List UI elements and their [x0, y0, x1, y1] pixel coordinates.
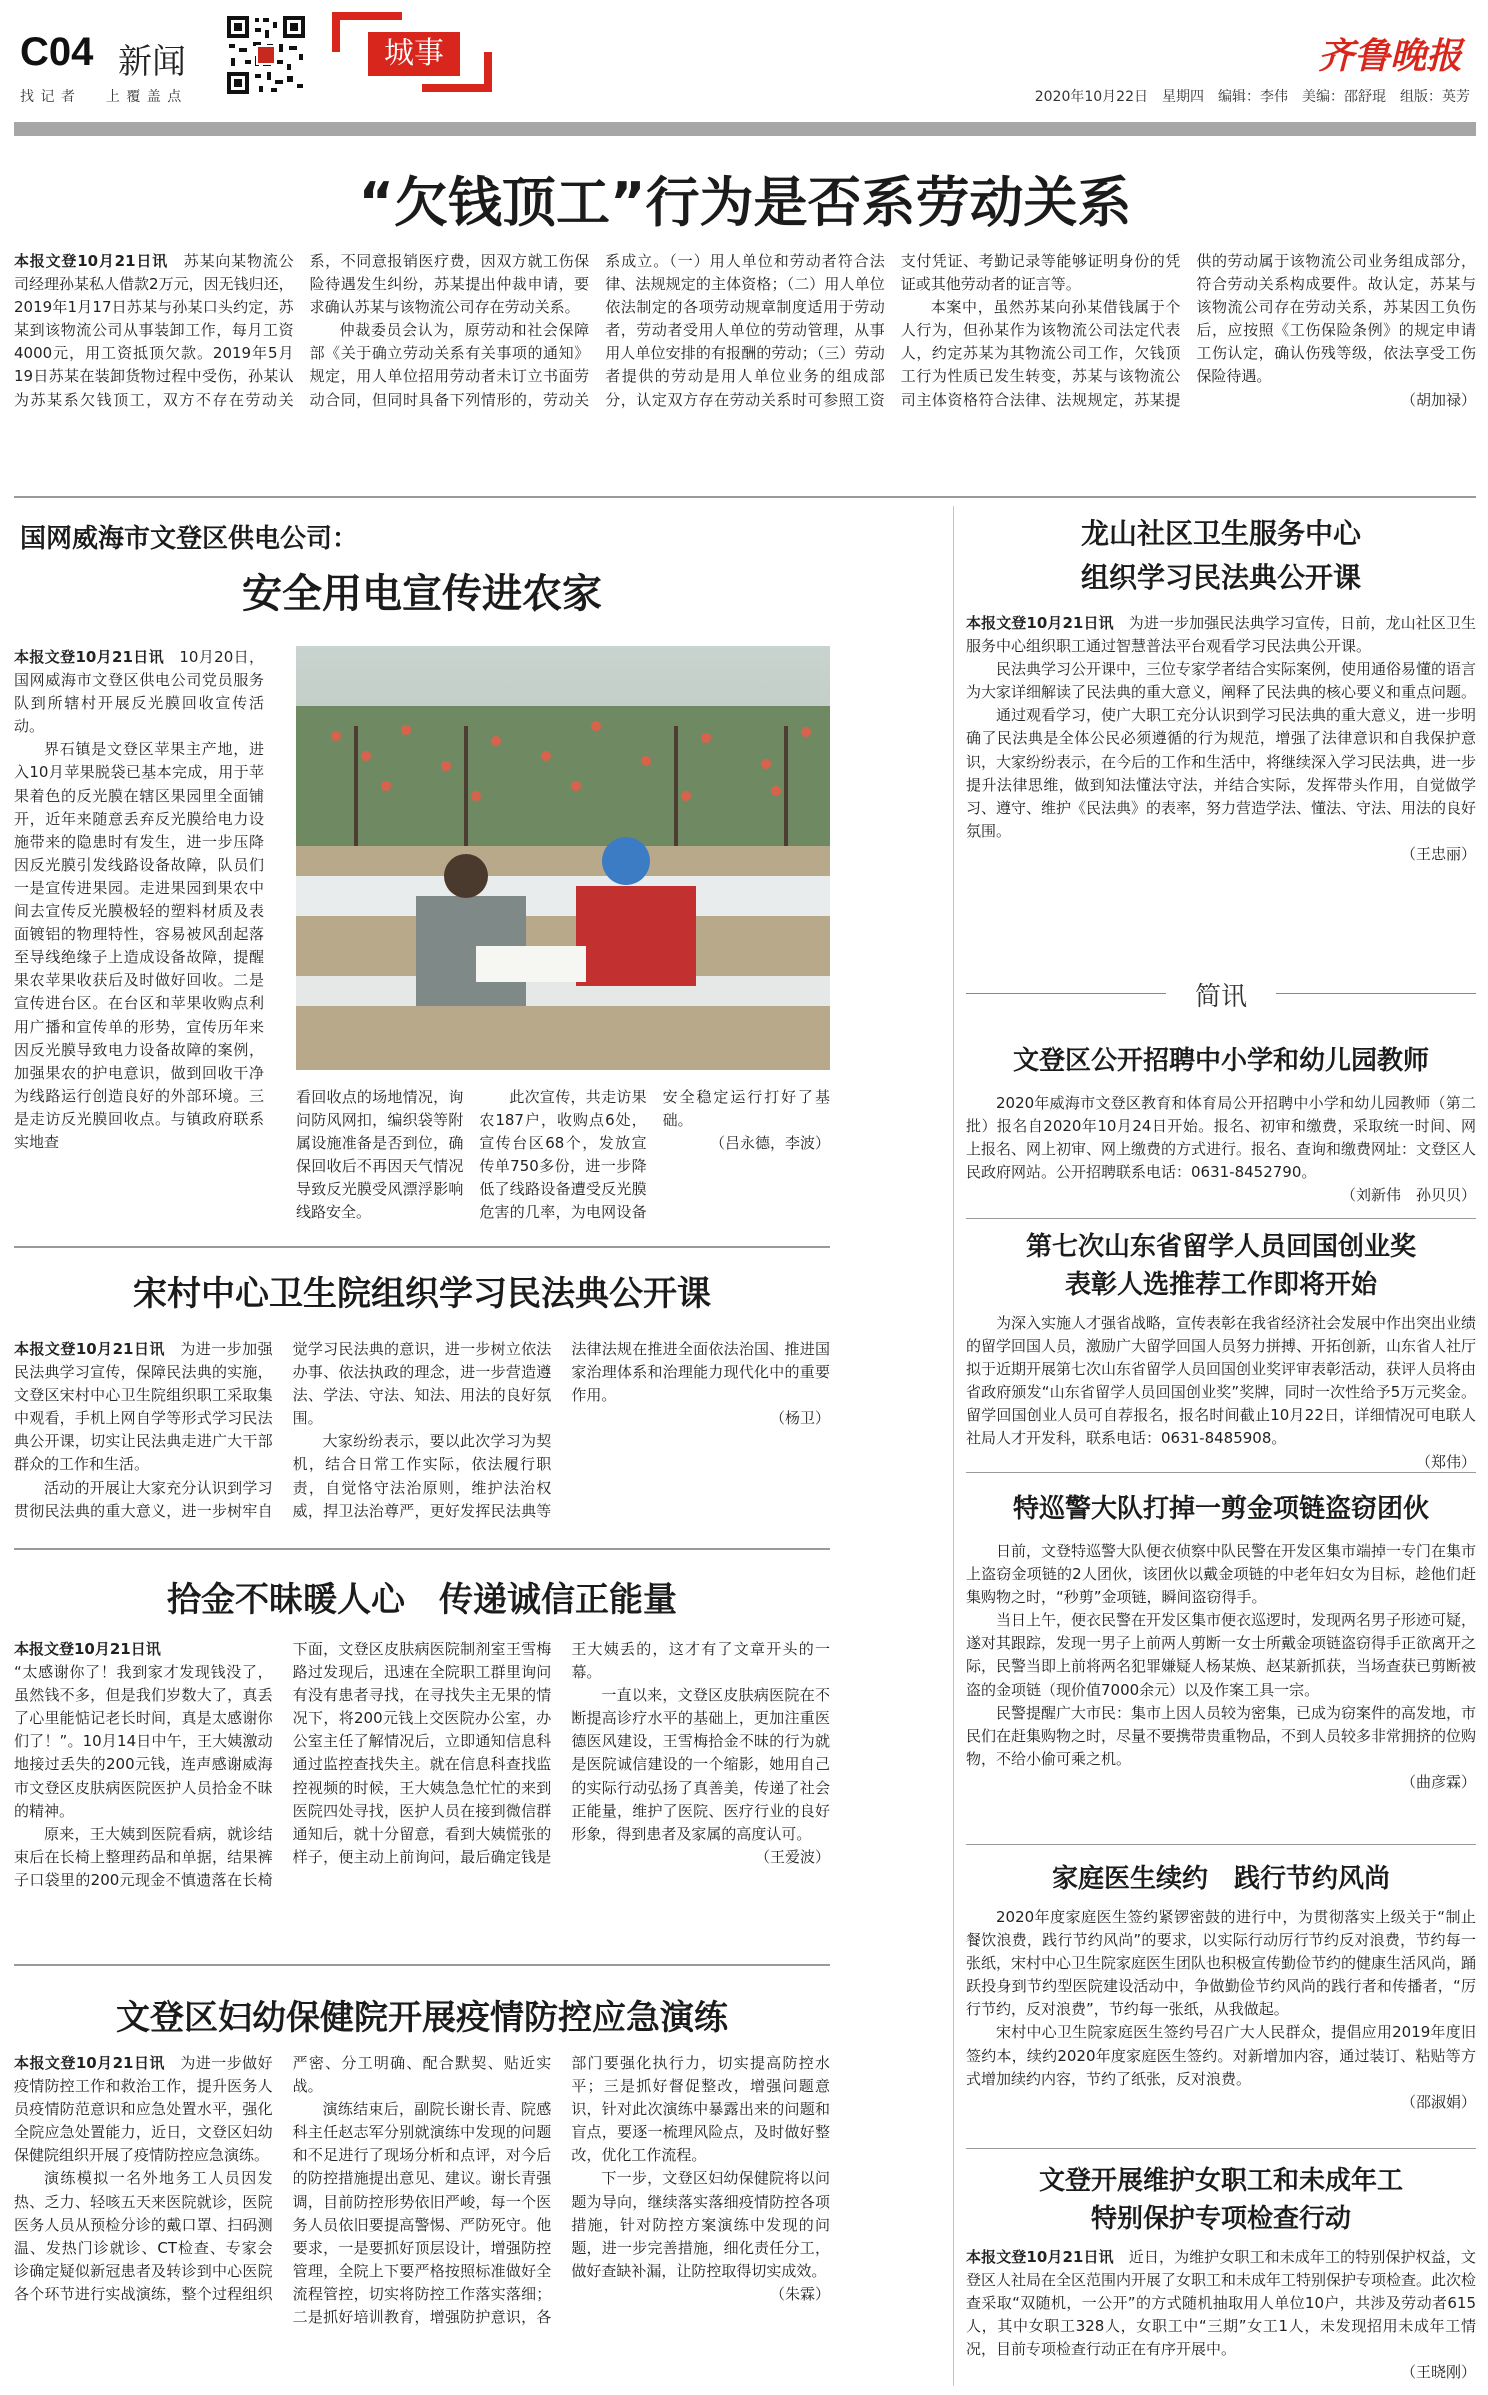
article-3-p1: 为进一步加强民法典学习宣传，保障民法典的实施，文登区宋村中心卫生院组织职工采取集中观看，手机上网自学等形式学习民法典公开课，切实让民法典走进广大干部群众的工作和生活。	[14, 1340, 273, 1474]
brief-2-body	[966, 1312, 1477, 1471]
masthead-slogan: 找 记 者 上 覆 盖 点	[20, 89, 183, 105]
article-1-p2: 仲裁委员会认为，原劳动和社会保障部《关于确立劳动关系有关事项的通知》规定，用人单位招用劳动者未订立书面劳动合同，但同时具备下列情形的，劳动关系成立。（一）用人单位和劳动者符合法律、法规规定的主体资格；（二）用人单位依法制定的各项劳动规章制度适用于劳动者，劳动者受用人单位的劳动管理，从事用人单位安排的有报酬的劳动；（三）劳动者提供的劳动是用人单位业务的组成部分，认定双方存在劳动关系时可参照工资支付凭证、考勤记录等能够证明身份的凭证或其他劳动者的证言等。	[309, 252, 1181, 409]
brief-3-body	[966, 1540, 1476, 1830]
article-5-byline: （朱霖）	[769, 2284, 830, 2303]
article-2-byline: （吕永德，李波）	[709, 1134, 830, 1153]
briefs-header	[966, 976, 1476, 1012]
brief-4-p2: 宋村中心卫生院家庭医生签约号召广大人民群众，提倡应用2019年度旧签约本，续约2020年度家庭医生签约。对新增加内容，通过装订、粘贴等方式增加续约内容，节约了纸张，反对浪费。	[966, 2023, 1476, 2088]
brief-5-lead: 本报文登10月21日讯	[966, 2248, 1114, 2266]
article-6-p2: 民法典学习公开课中，三位专家学者结合实际案例，使用通俗易懂的语言为大家详细解读了民法典的重大意义，阐释了民法典的核心要义和重点问题。	[966, 660, 1477, 702]
article-4-body	[14, 1638, 830, 1954]
tag-bracket-top	[332, 12, 402, 20]
article-1-p1: 苏某向某物流公司经理孙某私人借款2万元，因无钱归还，2019年1月17日苏某与孙某口头约定，苏某到该物流公司从事装卸工作，每月工资4000元，用工资抵顶欠款。2019年5月19日苏某在装卸货物过程中受伤，孙某认为苏某系欠钱顶工，双方不存在劳动关系，不同意报销医疗费，因双方就工伤保险待遇发生纠纷，苏某提出仲裁申请，要求确认苏某与该物流公司存在劳动关系。	[14, 252, 590, 409]
brief-3-p1: 日前，文登特巡警大队便衣侦察中队民警在开发区集市端掉一专门在集市上盗窃金项链的2人团伙，该团伙以戴金项链的中老年妇女为目标，趁他们赶集购物之时，“秒剪”金项链，瞬间盗窃得手。	[966, 1542, 1477, 1607]
brief-4-title: 家庭医生续约 践行节约风尚	[1051, 1864, 1390, 1894]
article-4-byline: （王爱波）	[754, 1847, 830, 1866]
divider-1	[14, 496, 1476, 498]
column-tag-label: 城事	[384, 36, 444, 71]
brief-4-body	[966, 1906, 1476, 2146]
article-6-body	[966, 612, 1476, 946]
article-5-title: 文登区妇幼保健院开展疫情防控应急演练	[116, 1998, 728, 2038]
brief-5-p1: 近日，为维护女职工和未成年工的特别保护权益，文登区人社局在全区范围内开展了女职工和未成年工特别保护专项检查。此次检查采取“双随机，一公开”的方式随机抽取用人单位10户，共涉及劳动者615人，其中女职工328人，女职工中“三期”女工1人，未发现招用未成年工情况，目前专项检查行动正在有序开展中。	[966, 2248, 1477, 2359]
article-3-p3: 大家纷纷表示，要以此次学习为契机，结合日常工作实际，依法履行职责，自觉恪守法治原则，维护法治权威，捍卫法治尊严，更好发挥民法典等法律法规在推进全面依法治国、推进国家治理体系和治理能力现代化中的重要作用。	[292, 1340, 830, 1520]
article-2-title: 安全用电宣传进农家	[242, 571, 602, 617]
column-tag	[368, 32, 460, 76]
brief-1-byline: （刘新伟 孙贝贝）	[1340, 1186, 1476, 1205]
qr-code	[225, 14, 307, 96]
article-5-p4: 下一步，文登区妇幼保健院将以问题为导向，继续落实落细疫情防控各项措施，针对防控方案演练中发现的问题，进一步完善措施，细化责任分工，做好查缺补漏，让防控取得切实成效。	[571, 2169, 830, 2280]
article-6-title: 龙山社区卫生服务中心	[1080, 517, 1361, 550]
brief-1-p1: 2020年威海市文登区教育和体育局公开招聘中小学和幼儿园教师（第二批）报名自2020年10月24日开始。报名、初审和缴费，采取统一时间、网上报名、网上初审、网上缴费的方式进行。报名、查询和缴费网址：文登区人民政府网站。公开招聘联系电话：0631-8452790。	[966, 1094, 1477, 1182]
brief-3-byline: （曲彦霖）	[1400, 1772, 1476, 1791]
brief-2-title-2: 表彰人选推荐工作即将开始	[1064, 1270, 1377, 1300]
briefs-rule-right	[1276, 993, 1476, 994]
article-2-p2a: 界石镇是文登区苹果主产地，进入10月苹果脱袋已基本完成，用于苹果着色的反光膜在辖区果园里全面铺开，近年来随意丢弃反光膜给电力设施带来的隐患时有发生，进一步压降因反光膜引发线路设备故障，队员们一是宣传进果园。走进果园到果农中间去宣传反光膜极轻的塑料材质及表面镀铝的物理特性，容易被风刮起落至导线绝缘子上造成设备故障，提醒果农苹果收获后及时做好回收。二是宣传进台区。在台区和苹果收购点利用广播和宣传单的形势，宣传历年来因反光膜导致电力设备故障的案例，加强果农的护电意识，做到回收干净为线路运行创造良好的外部环境。三是走访反光膜回收点。与镇政府联系实地查	[14, 740, 264, 1151]
brief-3-title: 特巡警大队打掉一剪金项链盗窃团伙	[1012, 1494, 1429, 1524]
article-4-title: 拾金不昧暖人心 传递诚信正能量	[167, 1580, 677, 1620]
briefs-label: 简讯	[1194, 982, 1247, 1012]
article-4-p2: 原来，王大姨到医院看病，就诊结束后在长椅上整理药品和单据，结果裤子口袋里的200元现金不慎遗落在长椅下面，文登区皮肤病医院制剂室王雪梅路过发现后，迅速在全院职工群里询问有没有患者寻找，在寻找失主无果的情况下，将200元钱上交医院办公室，办公室主任了解情况后，立即通知信息科通过监控查找失主。就在信息科查找监控视频的时候，王大姨急急忙忙的来到医院四处寻找，医护人员在接到微信群通知后，就十分留意，看到大姨慌张的样子，便主动上前询问，最后确定钱是王大姨丢的，这才有了文章开头的一幕。	[14, 1640, 830, 1889]
brief-5-byline: （王晓刚）	[1400, 2363, 1476, 2382]
article-5-p2: 演练模拟一名外地务工人员因发热、乏力、轻咳五天来医院就诊，医院医务人员从预检分诊的戴口罩、扫码测温、发热门诊就诊、CT检查、专家会诊确定疑似新冠患者及转诊到中心医院各个环节进行实战演练，整个过程组织严密、分工明确、配合默契、贴近实战。	[14, 2054, 552, 2303]
article-5-body	[14, 2052, 830, 2382]
divider-3	[14, 1548, 830, 1550]
brief-1-body	[966, 1092, 1476, 1212]
article-5-p1: 为进一步做好疫情防控工作和救治工作，提升医务人员疫情防范意识和应急处置水平，强化全院应急处置能力，近日，文登区妇幼保健院组织开展了疫情防控应急演练。	[14, 2054, 273, 2165]
article-2-p1: 10月20日，国网威海市文登区供电公司党员服务队到所辖村开展反光膜回收宣传活动。	[14, 648, 264, 736]
article-2-photo	[296, 646, 830, 1070]
page-number: C04	[20, 30, 94, 74]
section-label: 新闻	[118, 42, 186, 82]
brief-2-byline: （郑伟）	[1415, 1452, 1476, 1471]
article-4-p3: 一直以来，文登区皮肤病医院在不断提高诊疗水平的基础上，更加注重医德医风建设，王雪梅拾金不昧的行为就是医院诚信建设的一个缩影，她用自己的实际行动弘扬了真善美，传递了社会正能量，维护了医院、医疗行业的良好形象，得到患者及家属的高度认可。	[571, 1686, 830, 1843]
article-6-lead: 本报文登10月21日讯	[966, 614, 1114, 632]
article-2-p2b: 看回收点的场地情况，询问防风网扣，编织袋等附属设施准备是否到位，确保回收后不再因天气情况导致反光膜受风漂浮影响线路安全。	[296, 1088, 464, 1222]
divider-b2	[966, 1472, 1476, 1473]
tag-bracket-left	[332, 12, 340, 52]
article-6-title-2: 组织学习民法典公开课	[1080, 561, 1361, 594]
tag-bracket-right	[484, 52, 492, 92]
article-3-title: 宋村中心卫生院组织学习民法典公开课	[133, 1274, 711, 1314]
article-2-lead-col	[14, 646, 264, 1236]
column-tag-frame	[332, 12, 492, 92]
divider-b4	[966, 2148, 1476, 2149]
divider-b1	[966, 1218, 1476, 1219]
article-4-p1: “太感谢你了！我到家才发现钱没了，虽然钱不多，但是我们岁数大了，真丢了心里能惦记老长时间，真是太感谢你们了！”。10月14日中午，王大姨激动地接过丢失的200元钱，连声感谢威海市文登区皮肤病医院医护人员拾金不昧的精神。	[14, 1663, 273, 1820]
brief-4-byline: （邵淑娟）	[1400, 2092, 1476, 2111]
article-1-body	[14, 250, 1476, 480]
article-1-p3: 本案中，虽然苏某向孙某借钱属于个人行为，但孙某作为该物流公司法定代表人，约定苏某为其物流公司工作，欠钱顶工行为性质已发生转变，苏某与该物流公司主体资格符合法律、法规规定，苏某提供的劳动属于该物流公司业务组成部分，符合劳动关系构成要件。故认定，苏某与该物流公司存在劳动关系，苏某因工负伤后，应按照《工伤保险条例》的规定申请工伤认定，确认伤残等级，依法享受工伤保险待遇。	[900, 252, 1476, 409]
masthead-rule	[14, 122, 1476, 136]
article-1-byline: （胡加禄）	[1400, 390, 1476, 409]
column-separator	[953, 506, 954, 2386]
article-6-p3: 通过观看学习，使广大职工充分认识到学习民法典的重大意义，进一步明确了民法典是全体公民必须遵循的行为规范，增强了法律意识和自我保护意识，大家纷纷表示，在今后的工作和生活中，将继续深入学习民法典，进一步提升法律思维，做到知法懂法守法，并结合实际，发挥带头作用，自觉做学习、遵守、维护《民法典》的表率，努力营造学法、懂法、守法、用法的良好氛围。	[966, 706, 1477, 840]
brief-5-title-2: 特别保护专项检查行动	[1090, 2204, 1351, 2234]
paper-logo: 齐鲁晚报	[1318, 35, 1463, 77]
briefs-rule-left	[966, 993, 1166, 994]
brief-2-title: 第七次山东省留学人员回国创业奖	[1025, 1232, 1416, 1262]
article-3-byline: （杨卫）	[769, 1409, 830, 1428]
issue-meta: 2020年10月22日 星期四 编辑：李伟 美编：邵舒琨 组版：英芳	[1034, 89, 1470, 105]
brief-4-p1: 2020年度家庭医生签约紧锣密鼓的进行中，为贯彻落实上级关于“制止餐饮浪费，践行节约风尚”的要求，以实际行动厉行节约反对浪费，节约每一张纸，宋村中心卫生院家庭医生团队也积极宣传勤俭节约的健康生活风尚，踊跃投身到节约型医院建设活动中，争做勤俭节约风尚的践行者和传播者，“厉行节约，反对浪费”，节约每一张纸，从我做起。	[966, 1908, 1477, 2019]
article-2-tail	[296, 1086, 830, 1236]
brief-1-title: 文登区公开招聘中小学和幼儿园教师	[1012, 1046, 1429, 1076]
article-1-lead: 本报文登10月21日讯	[14, 252, 168, 270]
tag-bracket-bottom	[422, 84, 492, 92]
article-2-lead: 本报文登10月21日讯	[14, 648, 164, 666]
article-3-p2: 活动的开展让大家充分认识到学习贯彻民法典的重大意义，进一步树牢自觉学习民法典的意识，进一步树立依法办事、依法执政的理念，进一步营造遵法、学法、守法、知法、用法的良好氛围。	[14, 1340, 552, 1520]
article-2-p3: 此次宣传，共走访果农187户，收购点6处，宣传台区68个，发放宣传单750多份，进一步降低了线路设备遭受反光膜危害的几率，为电网设备安全稳定运行打好了基础。	[479, 1088, 830, 1222]
article-5-p3: 演练结束后，副院长谢长青、院感科主任赵志军分别就演练中发现的问题和不足进行了现场分析和点评，对今后的防控措施提出意见、建议。谢长青强调，目前防控形势依旧严峻，每一个医务人员依旧要提高警惕、严防死守。他要求，一是要抓好顶层设计，增强防控管理，全院上下要严格按照标准做好全流程管控，切实将防控工作落实落细；二是抓好培训教育，增强防护意识，各部门要强化执行力，切实提高防控水平；三是抓好督促整改，增强问题意识，针对此次演练中暴露出来的问题和盲点，要逐一梳理风险点，及时做好整改，优化工作流程。	[292, 2054, 830, 2327]
brief-3-p3: 民警提醒广大市民：集市上因人员较为密集，已成为窃案件的高发地，市民们在赶集购物之时，尽量不要携带贵重物品，不到人员较多非常拥挤的位购物，不给小偷可乘之机。	[966, 1703, 1477, 1768]
article-1-title: “欠钱顶工”行为是否系劳动关系	[358, 171, 1132, 234]
article-3-lead: 本报文登10月21日讯	[14, 1340, 165, 1358]
article-6-byline: （王忠丽）	[1400, 844, 1476, 863]
divider-4	[14, 1964, 830, 1966]
brief-5-body	[966, 2246, 1476, 2386]
brief-5-title: 文登开展维护女职工和未成年工	[1038, 2166, 1403, 2196]
brief-2-p1: 为深入实施人才强省战略，宣传表彰在我省经济社会发展中作出突出业绩的留学回国人员，激励广大留学回国人员努力拼搏、开拓创新，山东省人社厅拟于近期开展第七次山东省留学人员回国创业奖评审表彰活动，获评人员将由省政府颁发“山东省留学人员回国创业奖”奖牌，同时一次性给予5万元奖金。留学回国创业人员可自荐报名，报名时间截止10月22日，详细情况可电联人社局人才开发科，联系电话：0631-8485908。	[966, 1314, 1477, 1448]
article-6-p1: 为进一步加强民法典学习宣传，日前，龙山社区卫生服务中心组织职工通过智慧普法平台观看学习民法典公开课。	[966, 614, 1476, 656]
masthead	[0, 0, 1488, 135]
brief-3-p2: 当日上午，便衣民警在开发区集市便衣巡逻时，发现两名男子形迹可疑，遂对其跟踪，发现一男子上前两人剪断一女士所戴金项链盗窃得手正欲离开之际，民警当即上前将两名犯罪嫌疑人杨某焕、赵某新抓获，当场查获已剪断被盗的金项链（现价值7000余元）以及作案工具一宗。	[966, 1611, 1477, 1699]
divider-b3	[966, 1844, 1476, 1845]
article-3-body	[14, 1338, 830, 1538]
article-4-lead: 本报文登10月21日讯	[14, 1640, 161, 1658]
article-2-kicker: 国网威海市文登区供电公司：	[20, 524, 359, 554]
article-5-lead: 本报文登10月21日讯	[14, 2054, 165, 2072]
divider-2	[14, 1246, 830, 1248]
